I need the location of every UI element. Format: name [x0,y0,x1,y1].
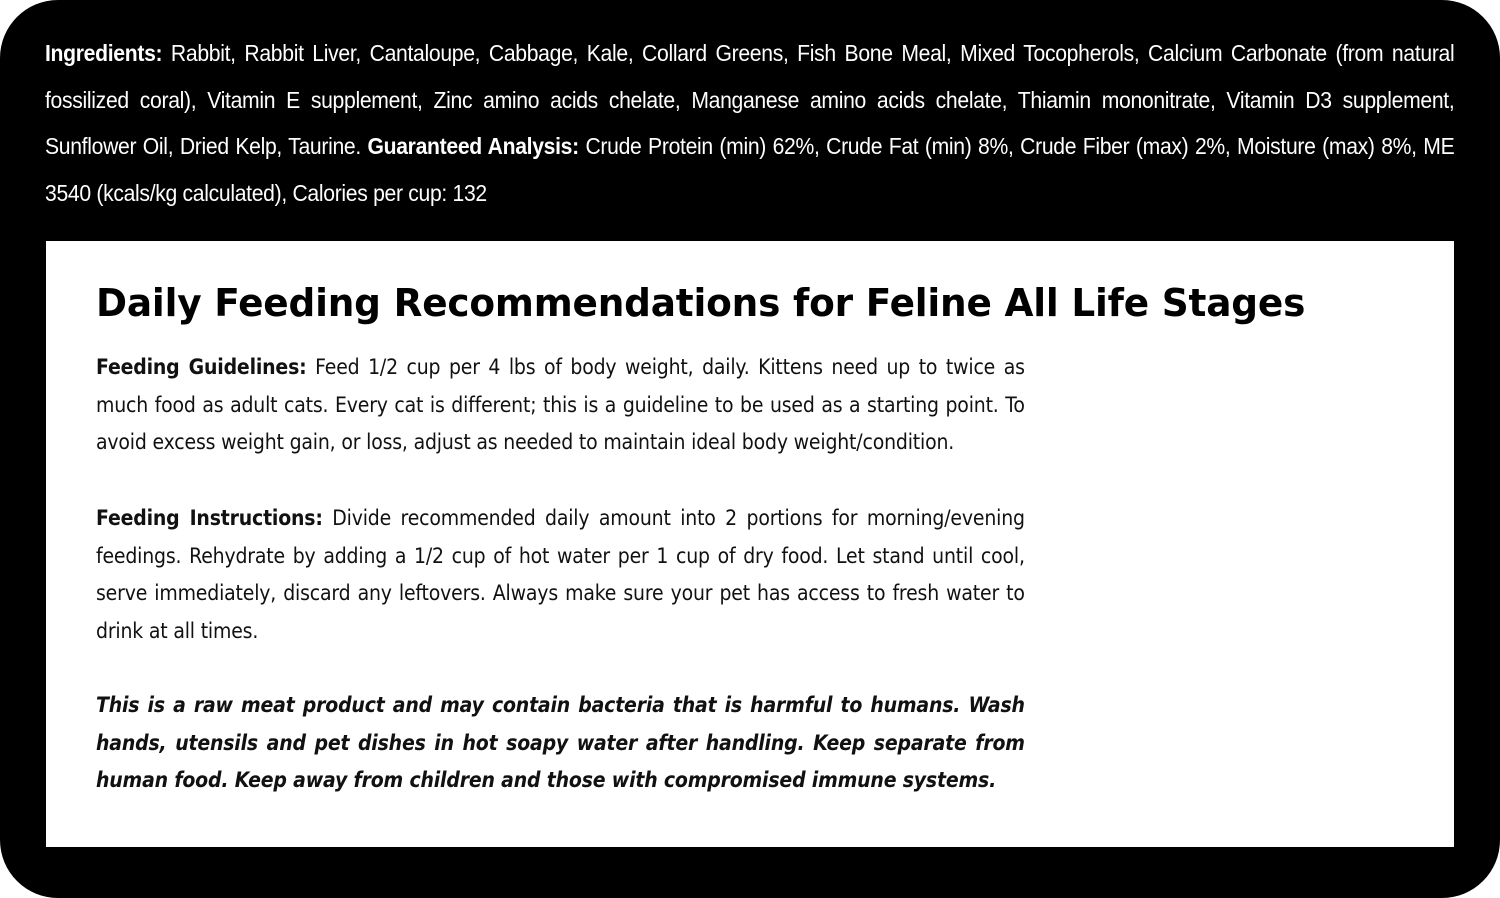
feeding-title: Daily Feeding Recommendations for Feline All Life Stages [96,281,1306,325]
feeding-instructions [96,500,1025,650]
ingredients-label: Ingredients: [45,40,163,66]
feeding-instructions-text: Divide recommended daily amount into 2 portions for morning/evening feedings. Rehydrate by adding a 1/2 cup of hot water per 1 cup of dry food. Let stand until cool, serve immediately, discard any leftovers. Always make sure your pet has access to fresh water to drink at all times. [96,506,1025,643]
guaranteed-analysis-label: Guaranteed Analysis: [367,133,579,159]
feeding-guidelines-label: Feeding Guidelines: [96,355,307,379]
feeding-guidelines [96,349,1025,462]
guaranteed-analysis-text: Crude Protein (min) 62%, Crude Fat (min) 8%, Crude Fiber (max) 2%, Moisture (max) 8%, ME 3540 (kcals/kg calculated), Calories per cup: 132 [45,133,1455,206]
feeding-guidelines-text: Feed 1/2 cup per 4 lbs of body weight, daily. Kittens need up to twice as much food as adult cats. Every cat is different; this is a guideline to be used as a starting point. To avoid excess weight gain, or loss, adjust as needed to maintain ideal body weight/condition. [96,355,1025,454]
feeding-instructions-label: Feeding Instructions: [96,506,323,530]
ingredients-text: Rabbit, Rabbit Liver, Cantaloupe, Cabbage, Kale, Collard Greens, Fish Bone Meal, Mixed Tocopherols, Calcium Carbonate (from natural fossilized coral), Vitamin E supplement, Zinc amino acids chelate, Manganese amino acids chelate, Thiamin mononitrate, Vitamin D3 supplement, Sunflower Oil, Dried Kelp, Taurine. [45,40,1455,159]
feeding-panel [46,241,1454,847]
raw-meat-warning: This is a raw meat product and may contain bacteria that is harmful to humans. Wash hands, utensils and pet dishes in hot soapy water after handling. Keep separate from human food. Keep away from children and those with compromised immune systems. [96,693,1025,792]
ingredients-paragraph [45,30,1454,216]
